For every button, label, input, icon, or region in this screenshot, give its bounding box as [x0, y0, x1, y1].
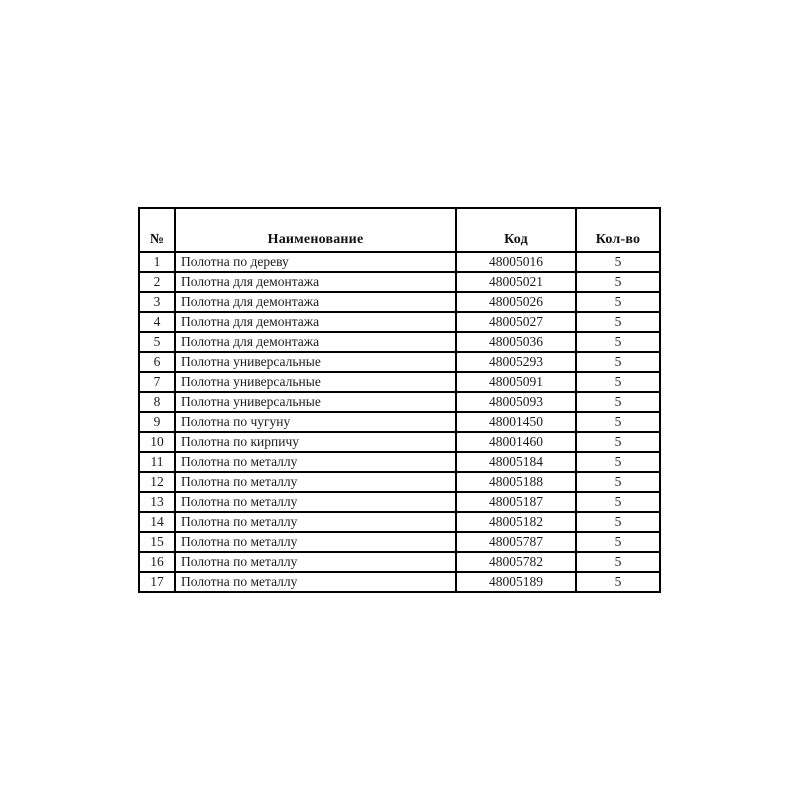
cell-num: 4 — [139, 312, 175, 332]
table-row — [139, 392, 660, 412]
cell-num: 13 — [139, 492, 175, 512]
cell-num: 10 — [139, 432, 175, 452]
header-cell-num: № — [139, 208, 175, 252]
cell-qty: 5 — [576, 372, 660, 392]
header-cell-qty: Кол-во — [576, 208, 660, 252]
cell-code: 48001450 — [456, 412, 576, 432]
table-row — [139, 552, 660, 572]
cell-qty: 5 — [576, 572, 660, 592]
table-row — [139, 372, 660, 392]
table-row — [139, 312, 660, 332]
cell-num: 1 — [139, 252, 175, 272]
cell-num: 14 — [139, 512, 175, 532]
cell-qty: 5 — [576, 512, 660, 532]
cell-code: 48005787 — [456, 532, 576, 552]
cell-name: Полотна по металлу — [175, 492, 456, 512]
cell-code: 48005027 — [456, 312, 576, 332]
cell-code: 48005189 — [456, 572, 576, 592]
cell-qty: 5 — [576, 292, 660, 312]
items-table — [138, 207, 661, 593]
table-row — [139, 292, 660, 312]
cell-qty: 5 — [576, 532, 660, 552]
table-row — [139, 332, 660, 352]
cell-name: Полотна по дереву — [175, 252, 456, 272]
table-row — [139, 492, 660, 512]
cell-num: 16 — [139, 552, 175, 572]
cell-num: 2 — [139, 272, 175, 292]
cell-name: Полотна по металлу — [175, 472, 456, 492]
cell-num: 11 — [139, 452, 175, 472]
table-body — [139, 252, 660, 592]
cell-qty: 5 — [576, 272, 660, 292]
table-row — [139, 352, 660, 372]
cell-qty: 5 — [576, 352, 660, 372]
cell-code: 48005182 — [456, 512, 576, 532]
table-row — [139, 432, 660, 452]
cell-qty: 5 — [576, 332, 660, 352]
cell-num: 5 — [139, 332, 175, 352]
cell-name: Полотна по металлу — [175, 532, 456, 552]
cell-code: 48005184 — [456, 452, 576, 472]
header-cell-code: Код — [456, 208, 576, 252]
table-row — [139, 472, 660, 492]
cell-qty: 5 — [576, 412, 660, 432]
cell-qty: 5 — [576, 392, 660, 412]
cell-code: 48005021 — [456, 272, 576, 292]
table-row — [139, 272, 660, 292]
cell-name: Полотна по кирпичу — [175, 432, 456, 452]
cell-qty: 5 — [576, 552, 660, 572]
cell-num: 3 — [139, 292, 175, 312]
cell-qty: 5 — [576, 252, 660, 272]
cell-num: 12 — [139, 472, 175, 492]
cell-name: Полотна по металлу — [175, 452, 456, 472]
cell-name: Полотна для демонтажа — [175, 272, 456, 292]
table-row — [139, 412, 660, 432]
cell-code: 48005093 — [456, 392, 576, 412]
cell-name: Полотна по металлу — [175, 572, 456, 592]
cell-num: 8 — [139, 392, 175, 412]
cell-name: Полотна для демонтажа — [175, 312, 456, 332]
cell-name: Полотна по металлу — [175, 552, 456, 572]
cell-code: 48005026 — [456, 292, 576, 312]
cell-code: 48005016 — [456, 252, 576, 272]
document-sheet — [138, 207, 661, 593]
cell-qty: 5 — [576, 492, 660, 512]
cell-name: Полотна по чугуну — [175, 412, 456, 432]
table-row — [139, 452, 660, 472]
table-row — [139, 572, 660, 592]
cell-code: 48001460 — [456, 432, 576, 452]
cell-num: 15 — [139, 532, 175, 552]
table-row — [139, 532, 660, 552]
cell-num: 17 — [139, 572, 175, 592]
cell-code: 48005188 — [456, 472, 576, 492]
table-head — [139, 208, 660, 252]
cell-name: Полотна для демонтажа — [175, 292, 456, 312]
table-row — [139, 512, 660, 532]
cell-qty: 5 — [576, 472, 660, 492]
cell-name: Полотна универсальные — [175, 352, 456, 372]
cell-name: Полотна универсальные — [175, 392, 456, 412]
cell-num: 6 — [139, 352, 175, 372]
header-cell-name: Наименование — [175, 208, 456, 252]
cell-code: 48005187 — [456, 492, 576, 512]
cell-name: Полотна по металлу — [175, 512, 456, 532]
table-row — [139, 252, 660, 272]
cell-qty: 5 — [576, 432, 660, 452]
cell-code: 48005091 — [456, 372, 576, 392]
cell-num: 7 — [139, 372, 175, 392]
cell-name: Полотна для демонтажа — [175, 332, 456, 352]
cell-code: 48005782 — [456, 552, 576, 572]
cell-qty: 5 — [576, 312, 660, 332]
table-header-row — [139, 208, 660, 252]
cell-code: 48005036 — [456, 332, 576, 352]
cell-num: 9 — [139, 412, 175, 432]
cell-qty: 5 — [576, 452, 660, 472]
cell-name: Полотна универсальные — [175, 372, 456, 392]
cell-code: 48005293 — [456, 352, 576, 372]
